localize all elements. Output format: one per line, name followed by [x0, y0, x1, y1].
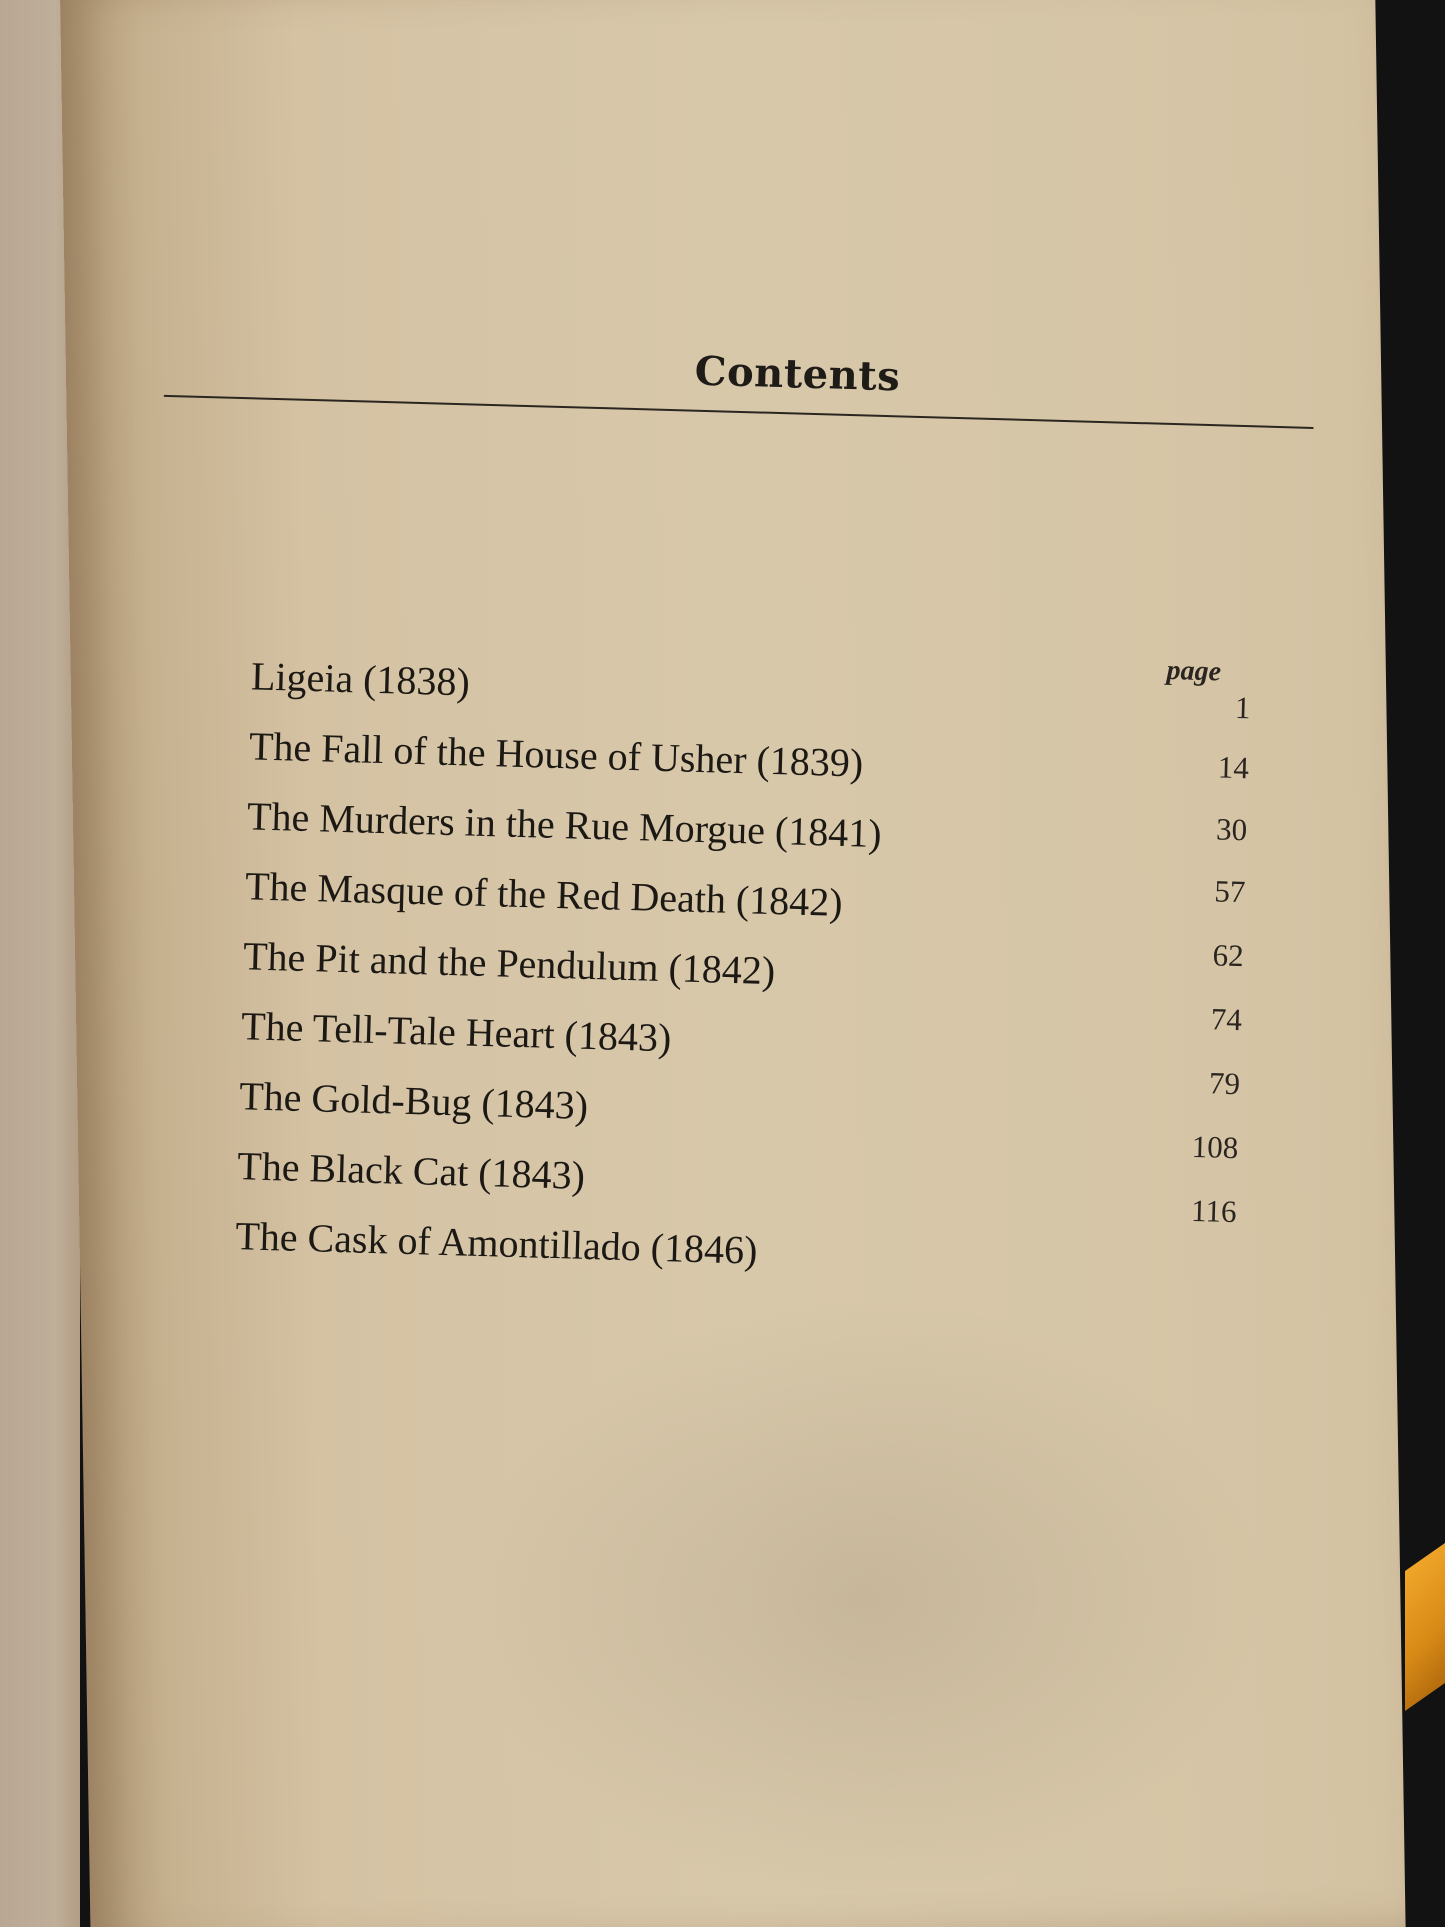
- toc-entry-page: 108: [1191, 1128, 1239, 1166]
- toc-entry-title: The Black Cat (1843): [236, 1143, 586, 1198]
- toc-entry-title: The Murders in the Rue Morgue (1841): [246, 793, 883, 857]
- heading-rule: [164, 395, 1314, 429]
- toc-entry-title: Ligeia (1838): [250, 653, 471, 705]
- toc-entry-page: 79: [1208, 1065, 1241, 1102]
- table-of-contents: [234, 652, 1251, 1310]
- toc-entry-page: 30: [1215, 811, 1248, 848]
- toc-entry-title: The Tell-Tale Heart (1843): [240, 1003, 672, 1061]
- toc-entry-page: 74: [1210, 1001, 1243, 1038]
- toc-entry-title: The Masque of the Red Death (1842): [244, 863, 844, 925]
- toc-entry-title: The Pit and the Pendulum (1842): [242, 933, 776, 994]
- page-title: Contents: [694, 347, 901, 401]
- toc-entry-page: 116: [1190, 1192, 1237, 1230]
- toc-entry-page: 62: [1212, 937, 1245, 974]
- toc-entry-page: 14: [1217, 749, 1250, 786]
- toc-entry-title: The Fall of the House of Usher (1839): [248, 723, 864, 786]
- toc-entry-page: 57: [1213, 873, 1246, 910]
- toc-entry-page: 1: [1234, 689, 1252, 726]
- toc-entry-title: The Gold-Bug (1843): [238, 1073, 589, 1128]
- page-column-label: page: [1166, 654, 1222, 688]
- toc-entry-title: The Cask of Amontillado (1846): [234, 1213, 759, 1273]
